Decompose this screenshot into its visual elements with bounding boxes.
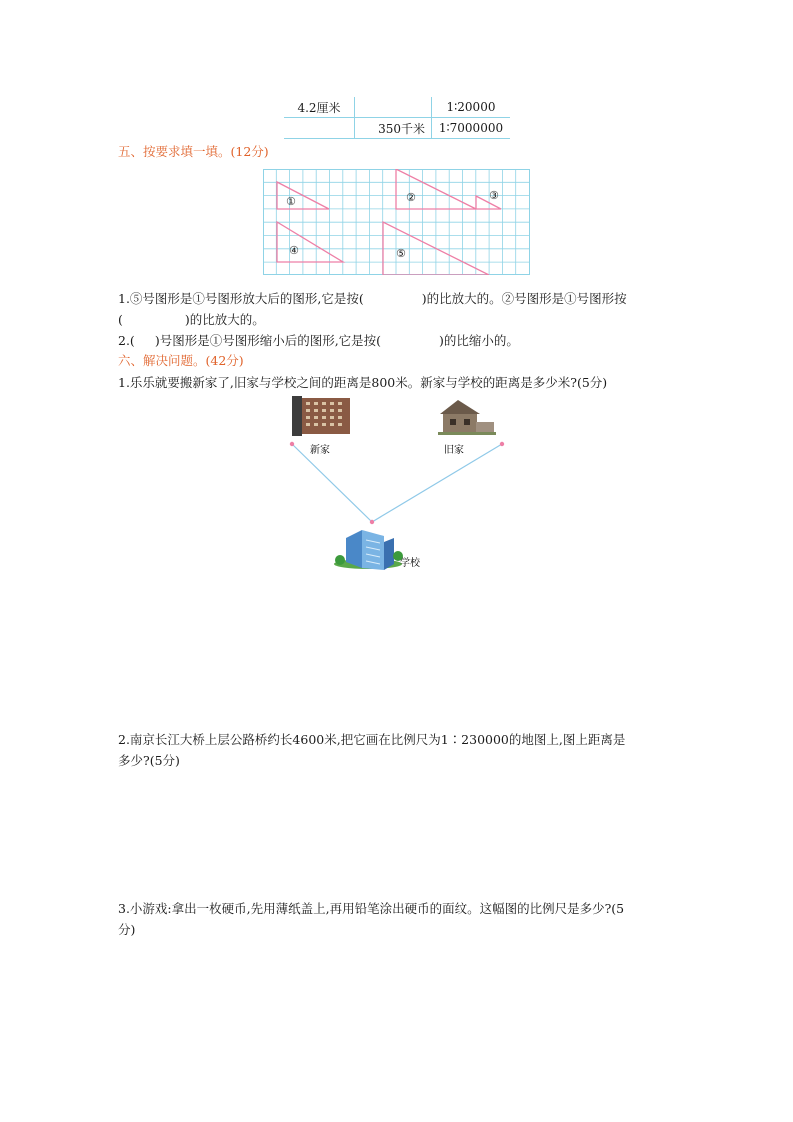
shape-label-2: ② [406,191,416,204]
new-home-building-icon [292,396,350,436]
section5-heading: 五、按要求填一填。(12分) [118,144,269,159]
school-building-icon [334,530,403,570]
old-home-house-icon [438,400,496,435]
q2-text-b: )号图形是①号图形缩小后的图形,它是按( [154,333,382,348]
s6-question-2-line1: 2.南京长江大桥上层公路桥约长4600米,把它画在比例尺为1∶230000的地图上,图上距离是 [118,732,626,747]
table-row [284,97,510,118]
q2-text-a: 2.( [118,333,135,348]
q1-text-b: )的比放大的。②号图形是①号图形按 [421,291,627,306]
map-distance-cell [284,118,355,139]
shape-label-4: ④ [289,244,299,257]
school-label: 学校 [400,558,420,569]
s6-question-2-line2: 多少?(5分) [118,753,180,768]
s5-question-2 [118,332,519,350]
scale-table [284,97,510,139]
s6-question-1: 1.乐乐就要搬新家了,旧家与学校之间的距离是800米。新家与学校的距离是多少米?(5分) [118,375,608,390]
triangle-4 [277,222,343,262]
grid-figure [263,169,530,275]
table-row [284,118,510,139]
q1-text-a: 1.⑤号图形是①号图形放大后的图形,它是按( [118,291,364,306]
shape-label-5: ⑤ [396,247,406,260]
s5-question-1-line2 [118,311,265,329]
q1-text-d: )的比放大的。 [184,312,265,327]
q2-text-c: )的比缩小的。 [439,333,519,348]
scale-cell: 1∶20000 [432,97,511,118]
shape-label-1: ① [286,195,296,208]
scale-cell: 1∶7000000 [432,118,511,139]
actual-distance-cell [355,97,432,118]
old-home-point [500,442,504,446]
q1-text-c: ( [118,312,123,327]
old-home-label: 旧家 [444,445,464,456]
s6-question-3-line2: 分) [118,922,136,937]
s5-question-1-line1 [118,290,627,308]
section6-heading: 六、解决问题。(42分) [118,353,244,368]
map-illustration [280,392,520,574]
new-home-label: 新家 [310,445,330,456]
school-point [370,520,374,524]
actual-distance-cell: 350千米 [355,118,432,139]
map-distance-cell: 4.2厘米 [284,97,355,118]
shape-label-3: ③ [489,189,499,202]
s6-question-3-line1: 3.小游戏:拿出一枚硬币,先用薄纸盖上,再用铅笔涂出硬币的面纹。这幅图的比例尺是多少?(5 [118,901,625,916]
new-home-point [290,442,294,446]
